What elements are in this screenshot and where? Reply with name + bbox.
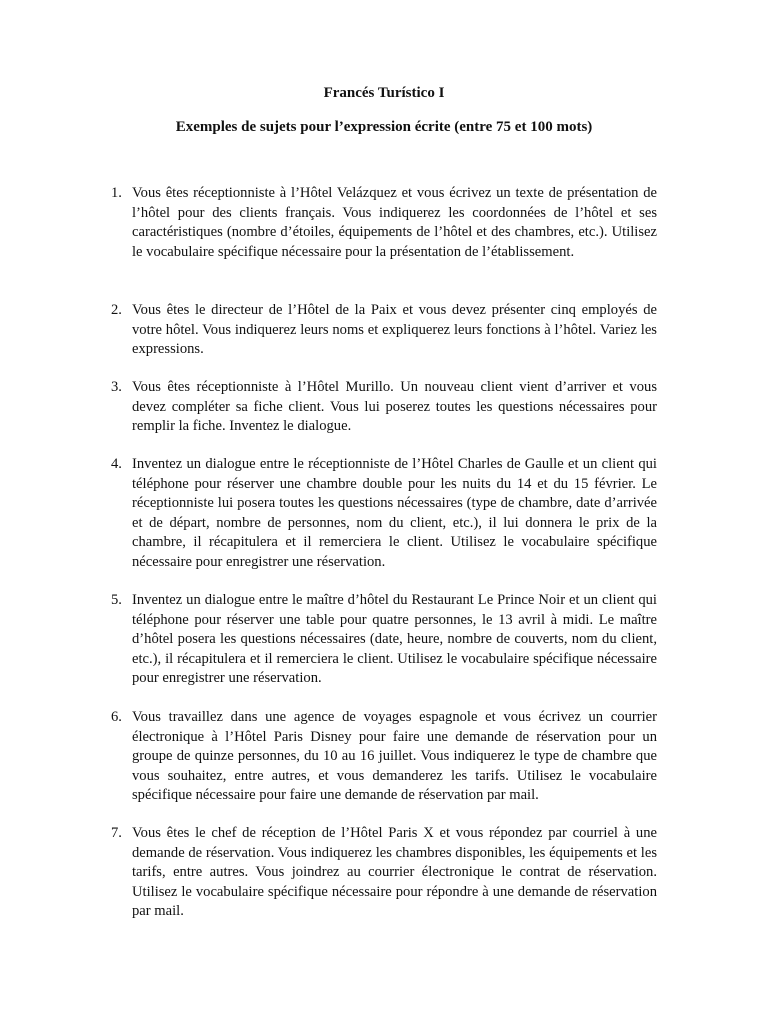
list-item-text: Vous êtes réceptionniste à l’Hôtel Murillo. Un nouveau client vient d’arriver et vous devez compléter sa fiche client. Vous lui poserez toutes les questions nécessaires pour remplir la fiche. Inventez le dialogue. xyxy=(132,379,657,435)
document-title: Francés Turístico I xyxy=(323,85,445,101)
list-item-number: 2. xyxy=(111,302,122,318)
list-item-text: Vous êtes le chef de réception de l’Hôtel Paris X et vous répondez par courriel à une demande de réservation. Vous indiquerez les chambres disponibles, les équipements et les tarifs, entre autres. Vous joindrez au courrier électronique le contrat de réservation. Utilisez le vocabulaire spécifique nécessaire pour répondre à une demande de réservation par mail. xyxy=(132,825,657,920)
list-item-number: 4. xyxy=(111,456,122,472)
list-item-text: Vous êtes réceptionniste à l’Hôtel Velázquez et vous écrivez un texte de présentation de l’hôtel pour des clients français. Vous indiquerez les coordonnées de l’hôtel et ses caractéristiques (nombre d’étoiles, équipements de l’hôtel et des chambres, etc.). Utilisez le vocabulaire spécifique nécessaire pour la présentation de l’établissement. xyxy=(132,185,657,260)
list-item-number: 1. xyxy=(111,185,122,201)
list-item-text: Inventez un dialogue entre le maître d’hôtel du Restaurant Le Prince Noir et un client qui téléphone pour réserver une table pour quatre personnes, le 13 avril à midi. Le maître d’hôtel posera les questions nécessaires (date, heure, nombre de couverts, nom du client, etc.), il récapitulera et il remerciera le client. Utilisez le vocabulaire spécifique nécessaire pour enregistrer une réservation. xyxy=(132,592,657,687)
list-item-text: Inventez un dialogue entre le réceptionniste de l’Hôtel Charles de Gaulle et un client qui téléphone pour réserver une chambre double pour les nuits du 14 et du 15 février. Le réceptionniste lui posera toutes les questions nécessaires (type de chambre, date d’arrivée et de départ, nombre de personnes, nom du client, etc.), il lui donnera le prix de la chambre, il récapitulera et il remerciera le client. Utilisez le vocabulaire spécifique nécessaire pour enregistrer une réservation. xyxy=(132,456,657,570)
list-item-number: 6. xyxy=(111,709,122,725)
document-subtitle: Exemples de sujets pour l’expression écrite (entre 75 et 100 mots) xyxy=(175,119,593,135)
list-item-text: Vous travaillez dans une agence de voyages espagnole et vous écrivez un courrier électronique à l’Hôtel Paris Disney pour faire une demande de réservation pour un groupe de quinze personnes, du 10 au 16 juillet. Vous indiquerez le type de chambre que vous souhaitez, entre autres, et vous demanderez les tarifs. Utilisez le vocabulaire spécifique nécessaire pour faire une demande de réservation par mail. xyxy=(132,709,657,804)
list-item-text: Vous êtes le directeur de l’Hôtel de la Paix et vous devez présenter cinq employés de votre hôtel. Vous indiquerez leurs noms et expliquerez leurs fonctions à l’hôtel. Variez les expressions. xyxy=(132,302,657,358)
list-item-number: 5. xyxy=(111,592,122,608)
list-item-number: 3. xyxy=(111,379,122,395)
list-item-number: 7. xyxy=(111,825,122,841)
